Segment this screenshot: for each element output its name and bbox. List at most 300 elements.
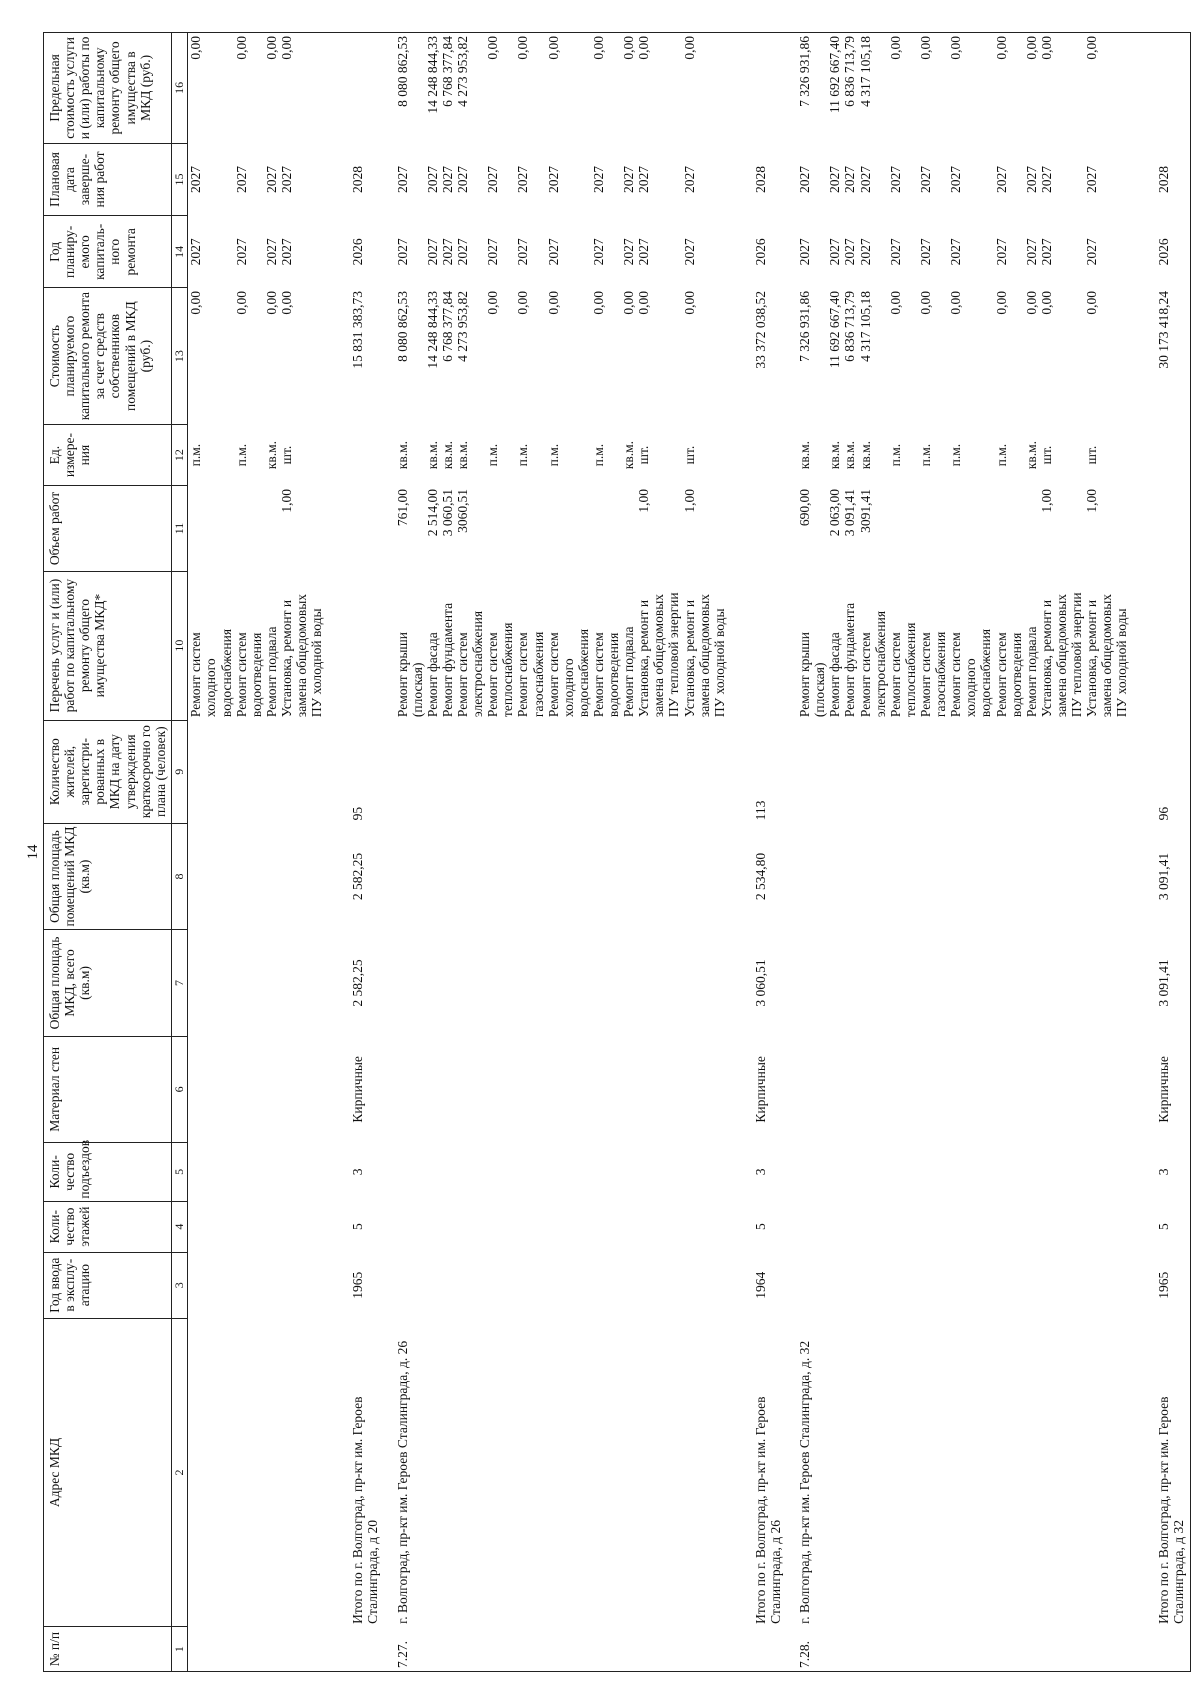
empty-cell: [783, 1036, 827, 1142]
work-limit-cost: 0,00: [621, 33, 636, 144]
empty-cell: [279, 1318, 324, 1627]
empty-cell: [842, 1201, 857, 1252]
work-volume: 3060,51: [454, 488, 470, 533]
empty-cell: [636, 1252, 681, 1318]
column-header: № п/п: [44, 1627, 172, 1672]
total-area: 3 091,41: [1130, 930, 1191, 1036]
empty-cell: [783, 1252, 827, 1318]
empty-cell: [425, 720, 440, 823]
work-volume: [888, 486, 918, 571]
work-year: 2027: [278, 238, 294, 266]
work-cost: 0,00: [918, 291, 934, 315]
empty-cell: [234, 1143, 264, 1202]
empty-cell: [1039, 1252, 1084, 1318]
empty-cell: [858, 930, 888, 1036]
empty-cell: [591, 823, 621, 929]
empty-cell: [1084, 823, 1129, 929]
empty-cell: [188, 720, 234, 823]
work-end-date: 2027: [545, 165, 561, 193]
total-row: [727, 33, 783, 1672]
page-number: 14: [25, 844, 41, 860]
empty-cell: [264, 823, 279, 929]
empty-cell: [888, 823, 918, 929]
empty-cell: [783, 930, 827, 1036]
total-area: 3 060,51: [752, 959, 768, 1007]
work-limit-cost: 0,00: [994, 33, 1024, 144]
work-end-date: 2027: [636, 165, 652, 193]
empty-cell: [591, 1627, 621, 1672]
empty-cell: [1039, 823, 1084, 929]
work-cost: 0,00: [545, 291, 561, 315]
empty-cell: [1130, 33, 1191, 144]
work-end-date: 2027: [439, 165, 455, 193]
empty-cell: [515, 823, 545, 929]
empty-cell: [591, 1318, 621, 1627]
column-number: 7: [171, 930, 187, 1036]
column-header: Ед. измере-ния: [44, 424, 172, 486]
empty-cell: [858, 1143, 888, 1202]
work-row: [842, 33, 857, 1672]
empty-cell: [425, 1627, 440, 1672]
empty-cell: [546, 1318, 591, 1627]
work-cost: 14 248 844,33: [424, 291, 440, 369]
empty-cell: [440, 1252, 455, 1318]
empty-cell: [485, 1627, 515, 1672]
empty-cell: [234, 1036, 264, 1142]
empty-cell: [440, 720, 455, 823]
empty-cell: [727, 33, 783, 144]
empty-cell: [682, 1627, 727, 1672]
empty-cell: [994, 930, 1024, 1036]
empty-cell: [591, 930, 621, 1036]
work-volume: [188, 486, 234, 571]
empty-cell: [636, 1036, 681, 1142]
work-end-date: 2027: [515, 165, 531, 193]
capital-repair-year: 2026: [752, 238, 768, 266]
empty-cell: [621, 823, 636, 929]
column-number: 11: [171, 486, 187, 571]
empty-cell: [948, 930, 993, 1036]
empty-cell: [381, 1201, 425, 1252]
empty-cell: [485, 720, 515, 823]
work-name: Ремонт систем водоотведения: [590, 632, 622, 718]
column-number-row: [171, 33, 187, 1672]
empty-cell: [888, 720, 918, 823]
column-number: 10: [171, 571, 187, 720]
empty-cell: [440, 823, 455, 929]
work-unit: кв.м.: [439, 440, 455, 470]
empty-cell: [234, 823, 264, 929]
work-cost: 0,00: [263, 291, 279, 315]
work-end-date: 2027: [918, 165, 934, 193]
empty-cell: [918, 1036, 948, 1142]
work-limit-cost: 0,00: [636, 33, 681, 144]
empty-cell: [485, 1318, 515, 1627]
work-volume: 1,00: [1084, 488, 1100, 513]
rooms-area: 3 091,41: [1130, 823, 1191, 929]
empty-cell: [279, 1627, 324, 1672]
entrance-count: 3: [1130, 1143, 1191, 1202]
empty-cell: [455, 1627, 485, 1672]
work-year: 2027: [545, 238, 561, 266]
work-cost: 0,00: [1023, 291, 1039, 315]
work-unit: кв.м.: [842, 440, 858, 470]
row-number: 7.27.: [381, 1627, 425, 1672]
empty-cell: [546, 1627, 591, 1672]
empty-cell: [994, 1627, 1024, 1672]
work-row: [682, 33, 727, 1672]
work-year: 2027: [1084, 238, 1100, 266]
empty-cell: [324, 33, 380, 144]
work-unit: п.м.: [918, 443, 934, 467]
work-volume: [994, 486, 1024, 571]
work-name: Установка, ремонт и замена общедомовых ПУ холодной воды: [278, 593, 325, 718]
empty-cell: [1084, 1143, 1129, 1202]
empty-cell: [636, 930, 681, 1036]
empty-cell: [324, 424, 380, 486]
work-row: [1024, 33, 1039, 1672]
work-volume: [621, 486, 636, 571]
empty-cell: [842, 1627, 857, 1672]
work-cost: 0,00: [887, 291, 903, 315]
empty-cell: [455, 930, 485, 1036]
work-end-date: 2027: [424, 165, 440, 193]
column-number: 1: [171, 1627, 187, 1672]
work-limit-cost: 6 836 713,79: [842, 33, 857, 144]
empty-cell: [455, 1318, 485, 1627]
empty-cell: [682, 720, 727, 823]
work-unit: п.м.: [233, 443, 249, 467]
column-header: Коли-чество этажей: [44, 1201, 172, 1252]
work-end-date: 2027: [263, 165, 279, 193]
work-cost: 6 768 377,84: [439, 291, 455, 362]
work-cost: 4 317 105,18: [857, 291, 873, 362]
empty-cell: [783, 823, 827, 929]
work-volume: 2 514,00: [424, 488, 440, 537]
column-number: 2: [171, 1318, 187, 1627]
empty-cell: [425, 1201, 440, 1252]
empty-cell: [515, 1252, 545, 1318]
empty-cell: [1084, 1627, 1129, 1672]
empty-cell: [827, 1036, 842, 1142]
work-volume: 3091,41: [857, 488, 873, 533]
empty-cell: [1130, 1627, 1191, 1672]
work-cost: 0,00: [993, 291, 1009, 315]
capital-repair-year: 2026: [350, 238, 366, 266]
work-row: [234, 33, 264, 1672]
column-number: 6: [171, 1036, 187, 1142]
column-header: Стоимость планируемого капитального ремонта за счет средств собственников помещений в МКД (руб.): [44, 288, 172, 424]
work-volume: 3 060,51: [439, 488, 455, 537]
empty-cell: [621, 930, 636, 1036]
work-limit-cost: 4 273 953,82: [455, 33, 485, 144]
work-cost: 11 692 667,40: [827, 291, 843, 369]
work-limit-cost: 8 080 862,53: [381, 33, 425, 144]
work-end-date: 2027: [993, 165, 1009, 193]
empty-cell: [842, 1143, 857, 1202]
empty-cell: [188, 1627, 234, 1672]
empty-cell: [888, 1143, 918, 1202]
work-year: 2027: [1038, 238, 1054, 266]
work-name: Ремонт систем холодного водоснабжения: [545, 628, 591, 718]
capital-repair-table: [43, 32, 1191, 1672]
empty-cell: [381, 930, 425, 1036]
work-name: Ремонт фасада: [424, 632, 440, 718]
row-number: 7.28.: [783, 1627, 827, 1672]
work-name: Ремонт систем водоотведения: [233, 632, 264, 718]
work-year: 2027: [993, 238, 1009, 266]
work-unit: шт.: [1084, 445, 1100, 465]
work-end-date: 2027: [590, 165, 606, 193]
work-cost: 0,00: [485, 291, 501, 315]
work-year: 2027: [887, 238, 903, 266]
work-volume: 1,00: [681, 488, 697, 513]
work-end-date: 2027: [188, 165, 204, 193]
empty-cell: [621, 1201, 636, 1252]
work-name: Ремонт систем электроснабжения: [454, 610, 486, 718]
total-row: [1130, 33, 1191, 1672]
empty-cell: [591, 1201, 621, 1252]
work-limit-cost: 0,00: [515, 33, 545, 144]
work-row: [1039, 33, 1084, 1672]
column-number: 16: [171, 33, 187, 144]
work-year: 2027: [842, 238, 858, 266]
empty-cell: [621, 1252, 636, 1318]
empty-cell: [948, 720, 993, 823]
empty-cell: [888, 1201, 918, 1252]
column-header: Адрес МКД: [44, 1318, 172, 1627]
empty-cell: [827, 1201, 842, 1252]
rooms-area: 2 582,25: [350, 852, 366, 901]
work-row: [994, 33, 1024, 1672]
work-volume: 690,00: [797, 488, 813, 527]
empty-cell: [425, 1036, 440, 1142]
column-number: 13: [171, 288, 187, 424]
work-unit: п.м.: [590, 443, 606, 467]
floor-count: 5: [350, 1223, 366, 1231]
total-cost: 33 372 038,52: [752, 291, 768, 369]
work-cost: 6 836 713,79: [842, 291, 858, 362]
empty-cell: [682, 1036, 727, 1142]
empty-cell: [440, 1036, 455, 1142]
empty-cell: [636, 1201, 681, 1252]
wall-material: Кирпичные: [1130, 1036, 1191, 1142]
empty-cell: [279, 1143, 324, 1202]
work-volume: 1,00: [1038, 488, 1054, 513]
empty-cell: [264, 1036, 279, 1142]
work-year: 2027: [1023, 238, 1039, 266]
work-year: 2027: [439, 238, 455, 266]
empty-cell: [918, 930, 948, 1036]
empty-cell: [948, 1318, 993, 1627]
empty-cell: [440, 1201, 455, 1252]
empty-cell: [234, 930, 264, 1036]
work-year: 2027: [454, 238, 470, 266]
empty-cell: [888, 1318, 918, 1627]
empty-cell: [279, 720, 324, 823]
empty-cell: [279, 1252, 324, 1318]
empty-cell: [682, 1318, 727, 1627]
work-end-date: 2027: [621, 165, 637, 193]
table-body: [188, 33, 1190, 1672]
work-name: Ремонт систем газоснабжения: [918, 631, 949, 718]
empty-cell: [918, 1627, 948, 1672]
column-number: 12: [171, 424, 187, 486]
header-row: [44, 33, 172, 1672]
work-limit-cost: 14 248 844,33: [425, 33, 440, 144]
work-unit: кв.м.: [424, 440, 440, 470]
work-end-date: 2027: [842, 165, 858, 193]
empty-cell: [783, 1201, 827, 1252]
empty-cell: [546, 1252, 591, 1318]
work-year: 2027: [827, 238, 843, 266]
residents-count: 95: [350, 806, 366, 821]
work-name: Установка, ремонт и замена общедомовых ПУ тепловой энергии: [636, 592, 682, 718]
work-end-date: 2027: [1023, 165, 1039, 193]
empty-cell: [636, 1318, 681, 1627]
work-end-date: 2027: [1084, 165, 1100, 193]
work-cost: 0,00: [233, 291, 249, 315]
empty-cell: [515, 1627, 545, 1672]
empty-cell: [994, 1252, 1024, 1318]
column-header: Общая площадь помещений МКД (кв.м): [44, 823, 172, 929]
work-volume: [918, 486, 948, 571]
work-limit-cost: 0,00: [485, 33, 515, 144]
empty-cell: [485, 1143, 515, 1202]
work-year: 2027: [188, 238, 204, 266]
work-volume: [264, 486, 279, 571]
empty-cell: [842, 1036, 857, 1142]
work-unit: кв.м.: [827, 440, 843, 470]
residents-count: 96: [1130, 720, 1191, 823]
empty-cell: [264, 1143, 279, 1202]
empty-cell: [1130, 486, 1191, 571]
empty-cell: [485, 1036, 515, 1142]
empty-cell: [1024, 1143, 1039, 1202]
empty-cell: [994, 1036, 1024, 1142]
empty-cell: [682, 1201, 727, 1252]
work-name: Ремонт подвала: [621, 626, 637, 718]
work-limit-cost: 4 317 105,18: [858, 33, 888, 144]
work-cost: 7 326 931,86: [797, 291, 813, 362]
empty-cell: [440, 1627, 455, 1672]
work-limit-cost: 0,00: [1084, 33, 1129, 144]
work-unit: шт.: [681, 445, 697, 465]
empty-cell: [234, 720, 264, 823]
empty-cell: [918, 720, 948, 823]
empty-cell: [636, 1627, 681, 1672]
empty-cell: [888, 1627, 918, 1672]
work-name: Ремонт систем теплоснабжения: [887, 622, 918, 718]
work-row: [888, 33, 918, 1672]
empty-cell: [425, 1143, 440, 1202]
empty-cell: [636, 1143, 681, 1202]
entrance-count: 3: [350, 1168, 366, 1176]
work-cost: 0,00: [948, 291, 964, 315]
empty-cell: [455, 1143, 485, 1202]
empty-cell: [485, 823, 515, 929]
work-limit-cost: 0,00: [888, 33, 918, 144]
work-end-date: 2027: [1038, 165, 1054, 193]
work-name: Ремонт систем электроснабжения: [857, 610, 888, 718]
work-name: Ремонт подвала: [1023, 626, 1039, 718]
work-limit-cost: 0,00: [1024, 33, 1039, 144]
work-volume: 2 063,00: [827, 488, 843, 537]
work-limit-cost: 0,00: [591, 33, 621, 144]
work-cost: 0,00: [278, 291, 294, 315]
empty-cell: [858, 1627, 888, 1672]
empty-cell: [948, 1143, 993, 1202]
work-year: 2027: [590, 238, 606, 266]
empty-cell: [783, 1143, 827, 1202]
empty-cell: [279, 1201, 324, 1252]
entrance-count: 3: [752, 1168, 768, 1176]
commission-year: 1965: [350, 1271, 366, 1299]
work-year: 2027: [857, 238, 873, 266]
empty-cell: [591, 720, 621, 823]
empty-cell: [1130, 571, 1191, 720]
empty-cell: [858, 1318, 888, 1627]
work-cost: 0,00: [621, 291, 637, 315]
empty-cell: [264, 720, 279, 823]
work-volume: 3 091,41: [842, 488, 858, 537]
empty-cell: [188, 1036, 234, 1142]
work-unit: кв.м.: [621, 440, 637, 470]
empty-cell: [888, 930, 918, 1036]
work-cost: 0,00: [188, 291, 204, 315]
empty-cell: [621, 720, 636, 823]
work-cost: 0,00: [590, 291, 606, 315]
empty-cell: [1024, 1318, 1039, 1627]
work-name: Ремонт систем газоснабжения: [515, 631, 546, 718]
empty-cell: [485, 930, 515, 1036]
empty-cell: [948, 823, 993, 929]
work-row: [455, 33, 485, 1672]
empty-cell: [455, 1201, 485, 1252]
empty-cell: [948, 1201, 993, 1252]
empty-cell: [591, 1143, 621, 1202]
work-year: 2027: [263, 238, 279, 266]
column-header: Материал стен: [44, 1036, 172, 1142]
work-limit-cost: 7 326 931,86: [783, 33, 827, 144]
total-row: [324, 33, 380, 1672]
column-number: 14: [171, 216, 187, 288]
empty-cell: [1024, 720, 1039, 823]
work-name: Установка, ремонт и замена общедомовых ПУ холодной воды: [1084, 593, 1130, 718]
planned-end-date: 2028: [350, 165, 366, 193]
empty-cell: [455, 823, 485, 929]
work-row: [591, 33, 621, 1672]
empty-cell: [827, 823, 842, 929]
empty-cell: [682, 1252, 727, 1318]
total-cost: 15 831 383,73: [350, 291, 366, 369]
work-name: Ремонт крыши (плоская): [797, 631, 828, 718]
work-limit-cost: 0,00: [279, 33, 324, 144]
work-unit: кв.м.: [263, 440, 279, 470]
work-limit-cost: 0,00: [234, 33, 264, 144]
work-volume: [234, 486, 264, 571]
empty-cell: [918, 1143, 948, 1202]
work-year: 2027: [948, 238, 964, 266]
empty-cell: [727, 1627, 783, 1672]
empty-cell: [425, 930, 440, 1036]
work-row: [440, 33, 455, 1672]
work-volume: 1,00: [636, 488, 652, 513]
empty-cell: [1084, 930, 1129, 1036]
work-name: Установка, ремонт и замена общедомовых ПУ холодной воды: [681, 593, 727, 718]
work-limit-cost: 0,00: [546, 33, 591, 144]
house-address: г. Волгоград, пр-кт им. Героев Сталинграда, д. 32: [797, 1340, 813, 1624]
